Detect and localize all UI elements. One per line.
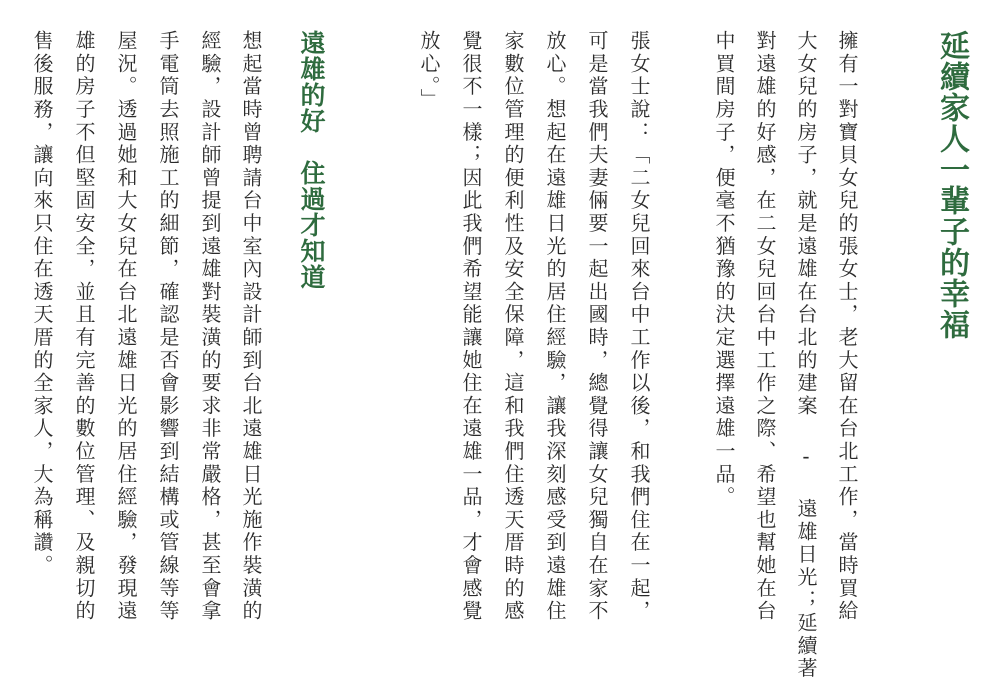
- paragraph-line: 覺很不一樣；因此我們希望能讓她住在遠雄一品，才會感覺: [459, 30, 483, 623]
- paragraph-line: 可是當我們夫妻倆要一起出國時，總覺得讓女兒獨自在家不: [585, 30, 609, 623]
- paragraph-line: 大女兒的房子，就是遠雄在台北的建案 - 遠雄日光；延續著: [794, 30, 818, 680]
- paragraph-line: 想起當時曾聘請台中室內設計師到台北遠雄日光施作裝潢的: [239, 30, 263, 623]
- paragraph-line: 經驗，設計師曾提到遠雄對裝潢的要求非常嚴格，甚至會拿: [198, 30, 222, 623]
- paragraph-line: 擁有一對寶貝女兒的張女士，老大留在台北工作，當時買給: [835, 30, 859, 623]
- paragraph-line: 雄的房子不但堅固安全，並且有完善的數位管理、及親切的: [72, 30, 96, 623]
- paragraph-line: 售後服務，讓向來只住在透天厝的全家人，大為稱讚。: [30, 30, 54, 578]
- paragraph-line: 手電筒去照施工的細節，確認是否會影響到結構或管線等等: [156, 30, 180, 623]
- paragraph-line: 張女士說：「二女兒回來台中工作以後，和我們住在一起，: [627, 30, 651, 623]
- paragraph-line: 家數位管理的便利性及安全保障，這和我們住透天厝時的感: [501, 30, 525, 623]
- article-title: 延續家人一輩子的幸福: [934, 30, 969, 340]
- paragraph-line: 放心。想起在遠雄日光的居住經驗，讓我深刻感受到遠雄住: [543, 30, 567, 623]
- section-subheading: 遠雄的好 住過才知道: [297, 30, 326, 290]
- paragraph-line: 放心。」: [417, 30, 441, 112]
- paragraph-line: 中買間房子，便毫不猶豫的決定選擇遠雄一品。: [712, 30, 736, 509]
- paragraph-line: 對遠雄的好感，在二女兒回台中工作之際、希望也幫她在台: [753, 30, 777, 623]
- paragraph-line: 屋況。透過她和大女兒在台北遠雄日光的居住經驗，發現遠: [114, 30, 138, 623]
